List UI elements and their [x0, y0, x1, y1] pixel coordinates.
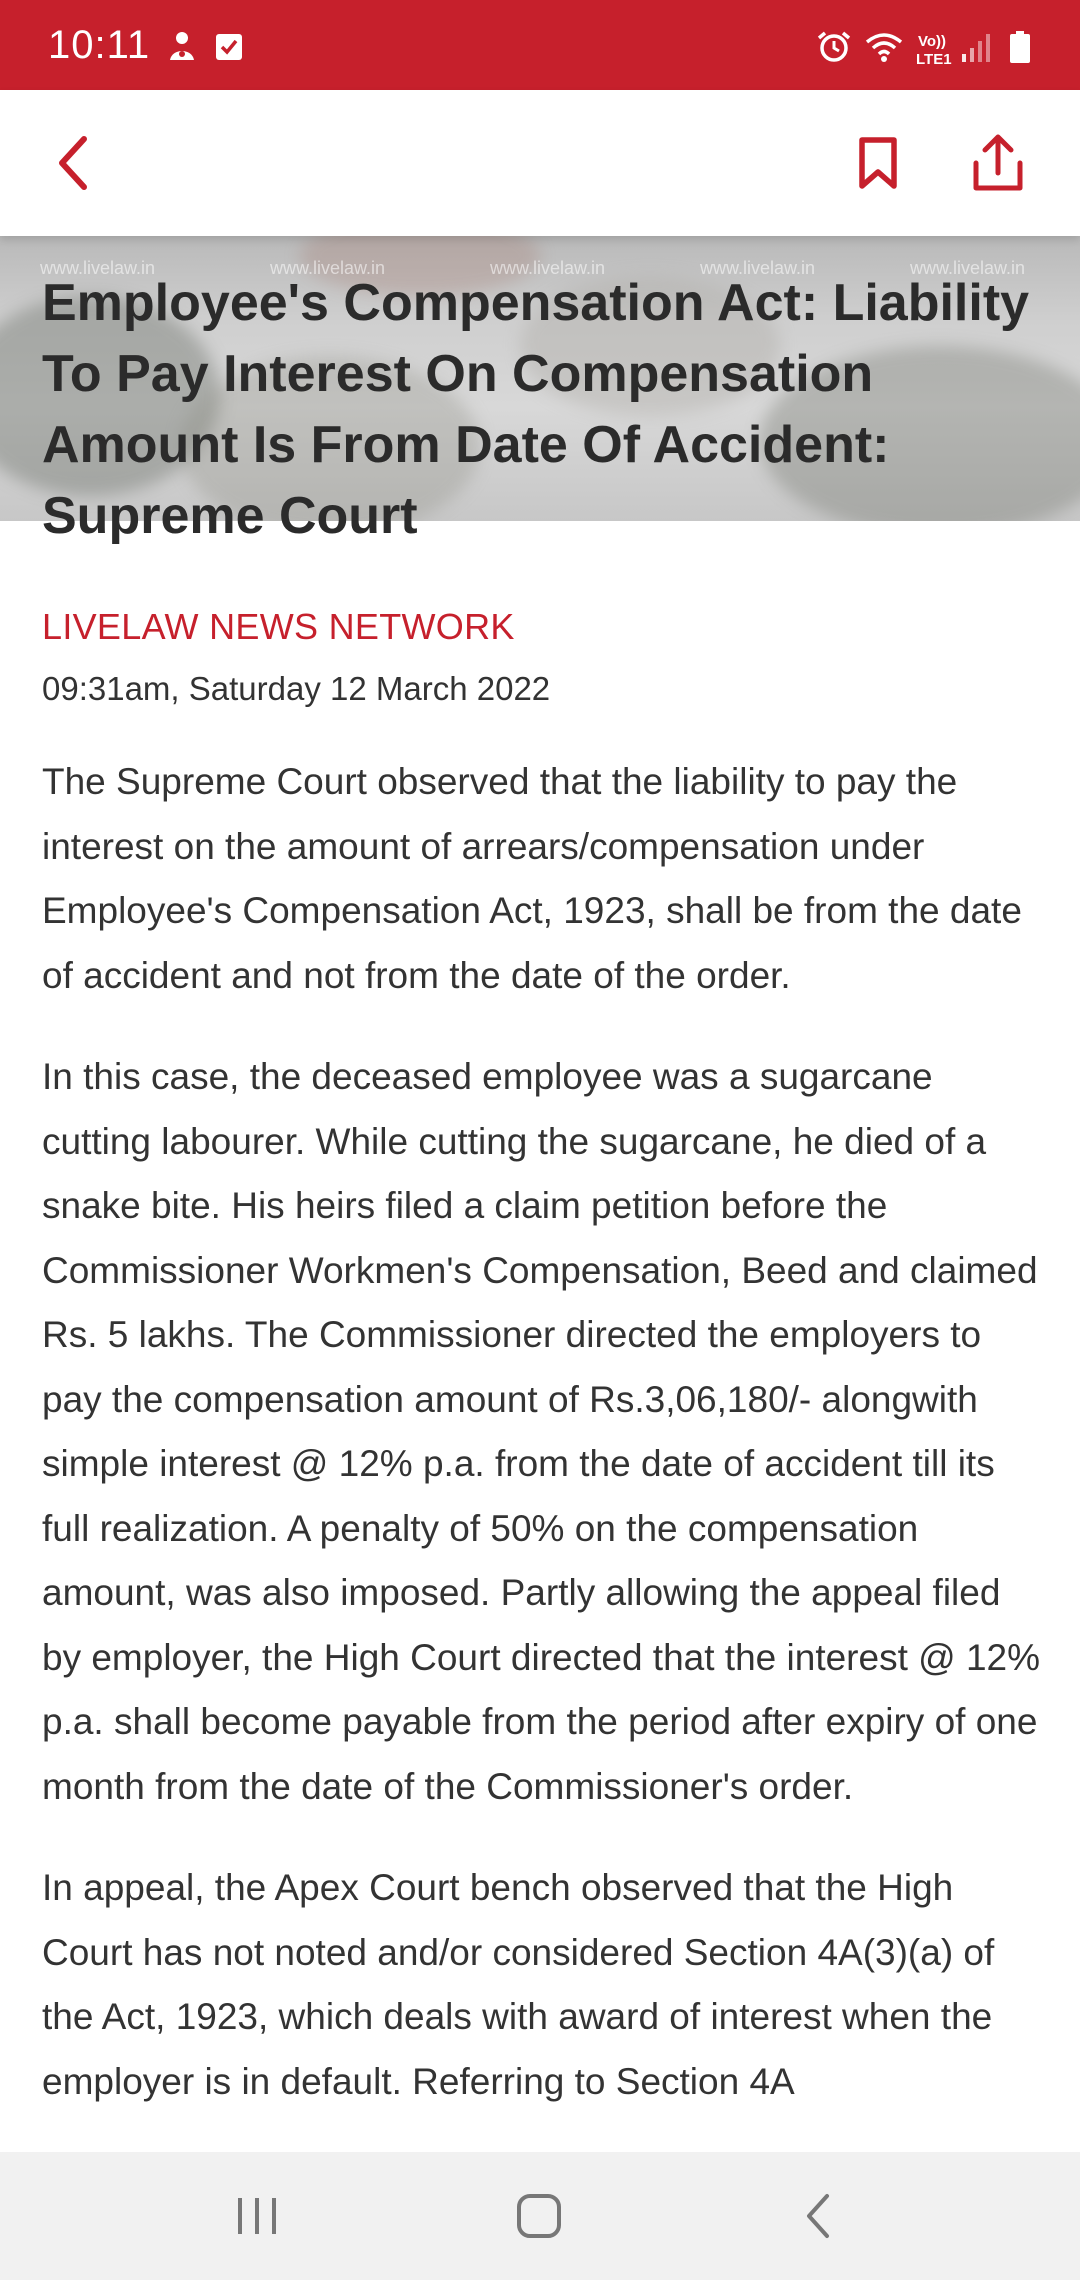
watermark-1: www.livelaw.in	[40, 258, 156, 278]
alarm-icon	[816, 30, 852, 64]
wifi-icon	[864, 30, 904, 64]
paragraph-3: In appeal, the Apex Court bench observed that the High Court has not noted and/or considered Section 4A(3)(a) of the Act, 1923, which deals with award of interest when the employer is in default. Referring to Section 4A	[42, 1867, 995, 2102]
checkbox-notification-icon	[214, 30, 244, 64]
recent-apps-icon	[232, 2194, 282, 2238]
home-button[interactable]	[494, 2176, 584, 2256]
watermark-2: www.livelaw.in	[270, 258, 386, 278]
watermark-5: www.livelaw.in	[910, 258, 1026, 278]
network-label-bottom: LTE1	[916, 51, 952, 68]
share-button[interactable]	[958, 123, 1038, 203]
author-byline[interactable]: LIVELAW NEWS NETWORK	[42, 606, 515, 647]
recent-apps-button[interactable]	[212, 2176, 302, 2256]
paragraph-1: The Supreme Court observed that the liability to pay the interest on the amount of arrears/compensation under Employee's Compensation Act, 1923, shall be from the date of accident and not from the date of the order.	[42, 761, 1022, 996]
watermark-4: www.livelaw.in	[700, 258, 816, 278]
watermark-3: www.livelaw.in	[490, 258, 606, 278]
network-label-top: Vo))	[918, 33, 947, 50]
system-nav-bar	[0, 2152, 1080, 2280]
status-time: 10:11	[48, 23, 151, 67]
paragraph-2: In this case, the deceased employee was a sugarcane cutting labourer. While cutting the sugarcane, he died of a snake bite. His heirs filed a claim petition before the Commissioner Workmen's Compensation, Beed and claimed Rs. 5 lakhs. The Commissioner directed the employers to pay the compensation amount of Rs.3,06,180/- alongwith simple interest @ 12% p.a. from the date of accident till its full realization. A penalty of 50% on the compensation amount, was also imposed. Partly allowing the appeal filed by employer, the High Court directed that the interest @ 12% p.a. shall become payable from the period after expiry of one month from the date of the Commissioner's order.	[42, 1056, 1041, 1807]
back-button[interactable]	[34, 123, 114, 203]
battery-icon	[1008, 30, 1032, 64]
home-icon	[514, 2191, 564, 2241]
person-notification-icon	[166, 30, 198, 64]
bookmark-icon	[856, 136, 900, 190]
publish-date: 09:31am, Saturday 12 March 2022	[42, 670, 551, 707]
status-bar	[0, 0, 1080, 90]
article-title: Employee's Compensation Act: Liability To Pay Interest On Compensation Amount Is From Date Of Accident: Supreme Court	[42, 274, 1030, 545]
system-back-button[interactable]	[774, 2176, 864, 2256]
back-arrow-icon	[52, 133, 96, 193]
signal-icon	[960, 30, 994, 64]
bookmark-button[interactable]	[838, 123, 918, 203]
share-icon	[971, 133, 1025, 193]
article-body	[42, 750, 1042, 2151]
back-icon	[799, 2191, 839, 2241]
toolbar	[0, 90, 1080, 236]
